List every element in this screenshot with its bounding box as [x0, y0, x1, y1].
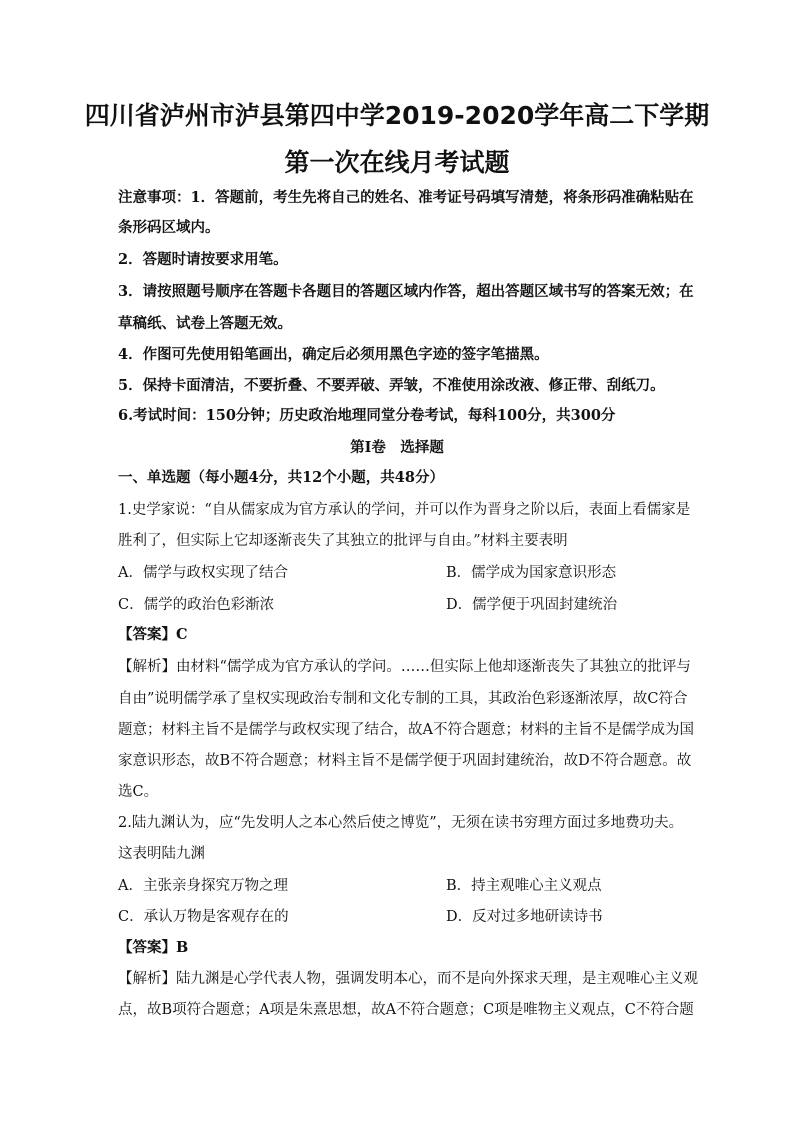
question-1-analysis: 家意识形态，故B不符合题意；材料主旨不是儒学便于巩固封建统治，故D不符合题意。故 — [118, 753, 692, 769]
question-1-stem: 1.史学家说：“自从儒家成为官方承认的学问，并可以作为晋身之阶以后，表面上看儒家是 — [118, 502, 691, 518]
question-2-analysis: 【解析】陆九渊是心学代表人物，强调发明本心，而不是向外探求天理，是主观唯心主义观 — [118, 971, 698, 987]
question-2-stem: 这表明陆九渊 — [118, 846, 205, 862]
notice-line: 4．作图可先使用铅笔画出，确定后必须用黑色字迹的签字笔描黑。 — [118, 346, 549, 363]
question-1-option-c: C．儒学的政治色彩渐浓 — [118, 597, 275, 613]
section-subtitle: 一、单选题（每小题4分，共12个小题，共48分） — [118, 469, 444, 486]
question-1-answer: 【答案】C — [118, 626, 188, 643]
notice-line: 草稿纸、试卷上答题无效。 — [118, 315, 292, 332]
question-1-option-b: B．儒学成为国家意识形态 — [446, 565, 617, 581]
question-2-stem: 2.陆九渊认为，应“先发明人之本心然后使之博览”，无须在读书穷理方面过多地费功夫。 — [118, 815, 684, 831]
notice-line: 6.考试时间：150分钟；历史政治地理同堂分卷考试，每科100分，共300分 — [118, 407, 616, 424]
section-title: 第Ⅰ卷 选择题 — [350, 439, 444, 456]
exam-title: 四川省泸州市泸县第四中学2019-2020学年高二下学期 — [84, 101, 710, 130]
question-1-analysis: 题意；材料主旨不是儒学与政权实现了结合，故A不符合题意；材料的主旨不是儒学成为国 — [118, 722, 694, 738]
notice-line: 3．请按照题号顺序在答题卡各题目的答题区域内作答，超出答题区域书写的答案无效；在 — [118, 283, 694, 300]
notice-line: 注意事项：1．答题前，考生先将自己的姓名、准考证号码填写清楚，将条形码准确粘贴在 — [118, 189, 694, 206]
question-2-option-d: D．反对过多地研读诗书 — [446, 909, 603, 925]
question-1-analysis: 自由”说明儒学承了皇权实现政治专制和文化专制的工具，其政治色彩逐渐浓厚，故C符合 — [118, 691, 688, 707]
question-2-option-a: A．主张亲身探究万物之理 — [118, 878, 288, 894]
question-1-option-a: A．儒学与政权实现了结合 — [118, 565, 288, 581]
question-1-option-d: D．儒学便于巩固封建统治 — [446, 597, 618, 613]
question-2-answer: 【答案】B — [118, 939, 189, 956]
notice-line: 5．保持卡面清洁，不要折叠、不要弄破、弄皱，不准使用涂改液、修正带、刮纸刀。 — [118, 377, 665, 394]
question-2-analysis: 点，故B项符合题意；A项是朱熹思想，故A不符合题意；C项是唯物主义观点，C不符合题 — [118, 1002, 694, 1018]
exam-subtitle: 第一次在线月考试题 — [284, 148, 510, 177]
question-1-stem: 胜利了，但实际上它却逐渐丧失了其独立的批评与自由。”材料主要表明 — [118, 533, 568, 549]
question-2-option-c: C．承认万物是客观存在的 — [118, 909, 289, 925]
question-2-option-b: B．持主观唯心主义观点 — [446, 878, 602, 894]
question-1-analysis: 选C。 — [118, 784, 159, 800]
notice-line: 2．答题时请按要求用笔。 — [118, 251, 288, 268]
notice-line: 条形码区域内。 — [118, 219, 220, 236]
question-1-analysis: 【解析】由材料“儒学成为官方承认的学问。……但实际上他却逐渐丧失了其独立的批评与 — [118, 659, 691, 675]
